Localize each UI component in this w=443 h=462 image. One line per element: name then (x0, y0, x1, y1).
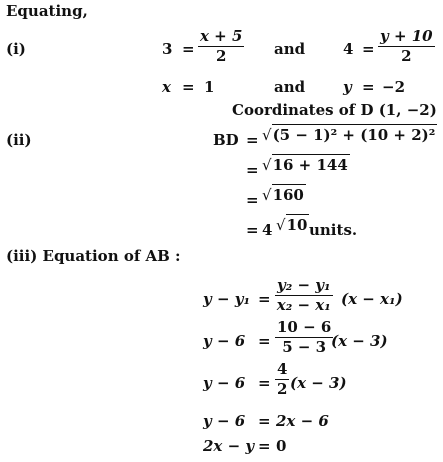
equals-sign: = (258, 412, 271, 430)
part-i-label: (i) (6, 40, 26, 58)
line3-lhs: y − 6 (203, 374, 246, 392)
line3-numerator: 4 (277, 360, 288, 378)
eq1-fraction (198, 29, 244, 64)
equals-sign: = (182, 40, 195, 58)
line2-numerator: 10 − 6 (277, 318, 332, 336)
heading: Equating, (6, 2, 88, 20)
equals-sign: = (362, 78, 375, 96)
line2-tail: (x − 3) (331, 332, 388, 350)
sqrt-step-2: √16 + 144 (262, 156, 348, 174)
equals-sign: = (246, 191, 259, 209)
line1-lhs: y − y₁ (203, 290, 251, 308)
coordinates-of-d: Coordinates of D (1, −2) (232, 101, 437, 119)
line1-numerator: y₂ − y₁ (277, 276, 331, 294)
line4-rhs: 2x − 6 (276, 412, 329, 430)
line3-tail: (x − 3) (290, 374, 347, 392)
radicand-2: 16 + 144 (272, 156, 348, 174)
equals-sign: = (258, 374, 271, 392)
line5-lhs: 2x − y (203, 437, 255, 455)
equals-sign: = (258, 332, 271, 350)
equals-sign: = (362, 40, 375, 58)
slope-formula-fraction (275, 278, 333, 313)
slope-values-fraction (275, 320, 333, 355)
equals-sign: = (246, 161, 259, 179)
x-result: x (162, 78, 171, 96)
line5-rhs: 0 (276, 437, 287, 455)
eq2-lhs: 4 (343, 40, 354, 58)
line2-lhs: y − 6 (203, 332, 246, 350)
equals-sign: = (258, 290, 271, 308)
eq1-lhs: 3 (162, 40, 173, 58)
and-word-1: and (274, 40, 306, 58)
bd-lhs: BD (213, 131, 239, 149)
line1-tail: (x − x₁) (341, 290, 403, 308)
units-text: units. (309, 221, 358, 239)
part-ii-label: (ii) (6, 131, 32, 149)
equals-sign: = (246, 221, 259, 239)
radicand-3: 160 (272, 186, 304, 204)
line4-lhs: y − 6 (203, 412, 246, 430)
slope-simplified-fraction (275, 362, 289, 397)
sqrt-step-4: √10 (276, 216, 308, 234)
sqrt-step-1: √(5 − 1)² + (10 + 2)² (262, 126, 436, 144)
line1-denominator: x₂ − x₁ (276, 296, 331, 314)
eq2-fraction (378, 29, 435, 64)
eq1-denominator: 2 (215, 47, 227, 65)
eq2-numerator: y + 10 (380, 27, 433, 45)
and-word-2: and (274, 78, 306, 96)
eq2-denominator: 2 (401, 47, 412, 65)
y-value: −2 (382, 78, 406, 96)
sqrt-step-3: √160 (262, 186, 304, 204)
y-result: y (343, 78, 352, 96)
equals-sign: = (182, 78, 195, 96)
x-value: 1 (204, 78, 215, 96)
line2-denominator: 5 − 3 (282, 338, 327, 356)
eq1-numerator: x + 5 (200, 27, 243, 45)
part-iii-label: (iii) Equation of AB : (6, 247, 181, 265)
radicand-1: (5 − 1)² + (10 + 2)² (272, 126, 436, 144)
step-4-coefficient: 4 (262, 221, 273, 239)
equals-sign: = (246, 131, 259, 149)
equals-sign: = (258, 437, 271, 455)
line3-denominator: 2 (277, 380, 288, 398)
radicand-4: 10 (286, 216, 308, 234)
